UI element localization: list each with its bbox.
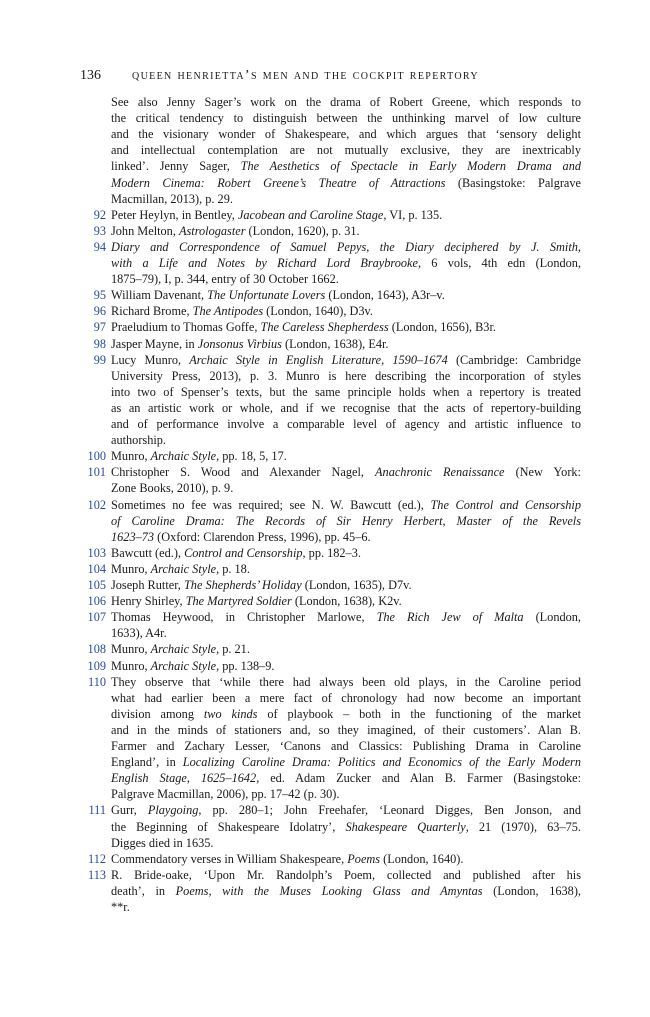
note-number[interactable]: 99	[93, 352, 106, 367]
note-number[interactable]: 97	[93, 320, 106, 335]
note-text-line: John Melton, Astrologaster (London, 1620), p. 31.	[111, 223, 360, 238]
note-text-line: Munro, Archaic Style, pp. 138–9.	[111, 658, 275, 673]
note-text-line: Thomas Heywood, in Christopher Marlowe, The Rich Jew of Malta (London,	[111, 610, 581, 625]
note-text-line: William Davenant, The Unfortunate Lovers (London, 1643), A3r–v.	[111, 288, 445, 303]
note-text-line: what had earlier been a mere fact of chronology had now become an important	[111, 690, 581, 705]
note-number[interactable]: 95	[93, 288, 106, 303]
note-text-line: Modern Cinema: Robert Greene’s Theatre of Attractions (Basingstoke: Palgrave	[111, 175, 581, 190]
note-number[interactable]: 103	[87, 545, 106, 560]
note-text-line: Praeludium to Thomas Goffe, The Careless Shepherdess (London, 1656), B3r.	[111, 320, 496, 335]
note-text-line: Commendatory verses in William Shakespeare, Poems (London, 1640).	[111, 851, 464, 866]
note-number[interactable]: 110	[88, 674, 106, 689]
note-text-line: authorship.	[111, 433, 166, 448]
note-text-line: and in the minds of stationers and, so they imagined, of their customers’. Alan B.	[111, 722, 581, 737]
note-text-line: They observe that ‘while there had always been old plays, in the Caroline period	[111, 674, 581, 689]
note-number[interactable]: 111	[88, 803, 106, 818]
note-number[interactable]: 101	[87, 465, 106, 480]
note-text-line: with a Life and Notes by Richard Lord Braybrooke, 6 vols, 4th edn (London,	[111, 256, 581, 270]
note-text-line: linked’. Jenny Sager, The Aesthetics of Spectacle in Early Modern Drama and	[111, 159, 581, 174]
page-number: 136	[80, 68, 101, 83]
note-text-line: Munro, Archaic Style, p. 21.	[111, 642, 250, 657]
note-text-line: and the visionary wonder of Shakespeare, and which argues that ‘sensory delight	[111, 127, 581, 142]
running-header	[80, 66, 582, 86]
note-text-line: 1633), A4r.	[111, 626, 167, 641]
note-text-line: R. Bride-oake, ‘Upon Mr. Randolph’s Poem, collected and published after his	[111, 867, 581, 882]
note-text-line: Gurr, Playgoing, pp. 280–1; John Freehafer, ‘Leonard Digges, Ben Jonson, and	[111, 803, 582, 818]
note-text-line: Munro, Archaic Style, pp. 18, 5, 17.	[111, 449, 287, 464]
note-text-line: the Beginning of Shakespeare Idolatry’, Shakespeare Quarterly, 21 (1970), 63–75.	[111, 819, 581, 834]
running-title: queen henrietta’s men and the cockpit repertory	[132, 68, 479, 83]
note-text-line: Digges died in 1635.	[111, 835, 214, 850]
note-number[interactable]: 100	[87, 449, 106, 464]
note-number[interactable]: 106	[87, 594, 106, 609]
note-text-line: division among two kinds of playbook – both in the functioning of the market	[111, 706, 581, 721]
note-text-line: Zone Books, 2010), p. 9.	[111, 481, 234, 496]
note-text-line: Joseph Rutter, The Shepherds’ Holiday (London, 1635), D7v.	[111, 578, 412, 592]
note-text-line: and of performance involve a comparable level of agency and artistic influence to	[111, 417, 581, 431]
note-number[interactable]: 94	[93, 239, 106, 254]
note-text-line: the critical tendency to distinguish between the unthinking marvel of low culture	[111, 111, 581, 126]
note-number[interactable]: 107	[87, 610, 106, 625]
note-text-line: England’, in Localizing Caroline Drama: Politics and Economics of the Early Modern	[111, 755, 581, 770]
note-number[interactable]: 98	[93, 336, 106, 351]
note-text-line: death’, in Poems, with the Muses Looking Glass and Amyntas (London, 1638),	[111, 883, 581, 898]
note-text-line: Henry Shirley, The Martyred Soldier (London, 1638), K2v.	[111, 594, 402, 609]
note-number[interactable]: 96	[93, 304, 106, 319]
note-text-line: and intellectual contemplation are not mutually exclusive, they are inextricably	[111, 143, 581, 158]
note-text-line: Palgrave Macmillan, 2006), pp. 17–42 (p. 30).	[111, 787, 340, 802]
note-text-line: Sometimes no fee was required; see N. W. Bawcutt (ed.), The Control and Censorship	[111, 497, 581, 512]
note-text-line: into two of Spenser’s texts, but the same principle holds when a repertory is treated	[111, 384, 581, 399]
note-text-line: Macmillan, 2013), p. 29.	[111, 191, 233, 206]
note-text-line: Farmer and Zachary Lesser, ‘Canons and Classics: Publishing Drama in Caroline	[111, 739, 581, 753]
note-text-line: Richard Brome, The Antipodes (London, 1640), D3v.	[111, 304, 373, 319]
note-number[interactable]: 104	[87, 561, 106, 576]
note-text-line: Christopher S. Wood and Alexander Nagel, Anachronic Renaissance (New York:	[111, 465, 581, 480]
note-number[interactable]: 93	[93, 223, 106, 238]
note-number[interactable]: 105	[87, 578, 106, 592]
note-text-line: English Stage, 1625–1642, ed. Adam Zucker and Alan B. Farmer (Basingstoke:	[111, 771, 581, 786]
note-text-line: See also Jenny Sager’s work on the drama of Robert Greene, which responds to	[111, 95, 581, 109]
note-text-line: Munro, Archaic Style, p. 18.	[111, 561, 250, 576]
note-number[interactable]: 92	[93, 207, 106, 222]
note-number[interactable]: 108	[87, 642, 106, 657]
note-number[interactable]: 113	[88, 867, 106, 882]
note-text-line: Lucy Munro, Archaic Style in English Literature, 1590–1674 (Cambridge: Cambridge	[111, 352, 581, 367]
note-text-line: 1875–79), I, p. 344, entry of 30 October 1662.	[111, 272, 339, 287]
note-number[interactable]: 112	[88, 851, 106, 866]
note-text-line: Peter Heylyn, in Bentley, Jacobean and Caroline Stage, VI, p. 135.	[111, 207, 443, 222]
note-text-line: University Press, 2013), p. 3. Munro is here describing the incorporation of styles	[111, 368, 581, 383]
note-text-line: Diary and Correspondence of Samuel Pepys, the Diary deciphered by J. Smith,	[111, 239, 581, 254]
note-text-line: as an artistic work or whole, and if we recognise that the acts of repertory-building	[111, 400, 581, 415]
note-number[interactable]: 102	[87, 497, 106, 512]
note-number[interactable]: 109	[87, 658, 106, 673]
note-text-line: **r.	[111, 900, 130, 914]
note-text-line: of Caroline Drama: The Records of Sir Henry Herbert, Master of the Revels	[111, 513, 581, 528]
note-text-line: 1623–73 (Oxford: Clarendon Press, 1996), pp. 45–6.	[111, 529, 371, 544]
note-text-line: Jasper Mayne, in Jonsonus Virbius (London, 1638), E4r.	[111, 336, 389, 351]
note-text-line: Bawcutt (ed.), Control and Censorship, pp. 182–3.	[111, 545, 361, 560]
